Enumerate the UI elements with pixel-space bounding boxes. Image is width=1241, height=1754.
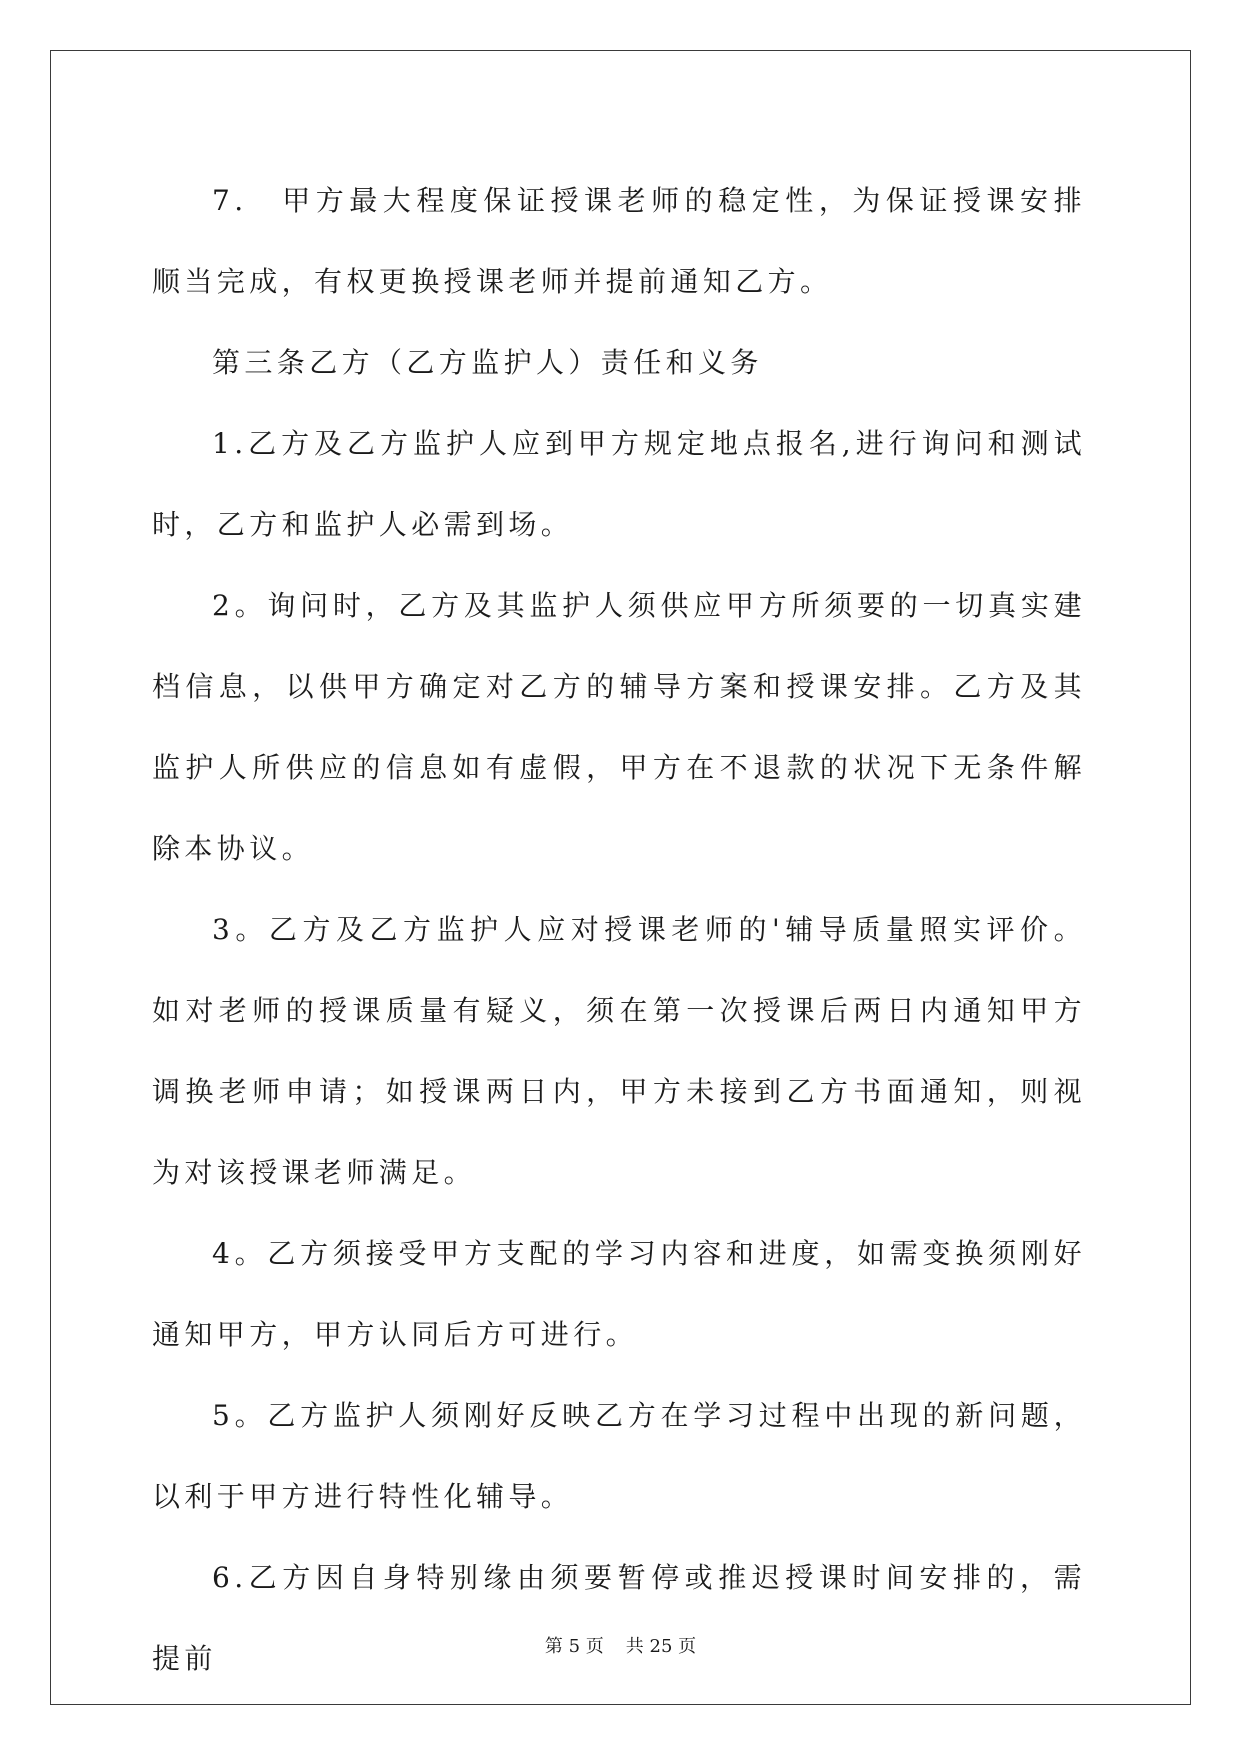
- paragraph-item-6: 6.乙方因自身特别缘由须要暂停或推迟授课时间安排的，需提前: [152, 1561, 1086, 1675]
- paragraph-clause-7: 7. 甲方最大程度保证授课老师的稳定性，为保证授课安排顺当完成，有权更换授课老师并提前通知乙方。: [152, 184, 1086, 298]
- page-number: 第 5 页: [544, 1636, 604, 1657]
- paragraph-item-4: 4。乙方须接受甲方支配的学习内容和进度，如需变换须刚好通知甲方，甲方认同后方可进行。: [152, 1237, 1086, 1351]
- page-footer: [0, 1632, 1241, 1658]
- paragraph-item-5: 5。乙方监护人须刚好反映乙方在学习过程中出现的新问题，以利于甲方进行特性化辅导。: [152, 1399, 1086, 1513]
- paragraph-item-3: 3。乙方及乙方监护人应对授课老师的'辅导质量照实评价。如对老师的授课质量有疑义，须在第一次授课后两日内通知甲方调换老师申请；如授课两日内，甲方未接到乙方书面通知，则视为对该授课老师满足。: [152, 913, 1086, 1189]
- section-heading-article-3: 第三条乙方（乙方监护人）责任和义务: [212, 346, 763, 379]
- paragraph-item-2: 2。询问时，乙方及其监护人须供应甲方所须要的一切真实建档信息，以供甲方确定对乙方的辅导方案和授课安排。乙方及其监护人所供应的信息如有虚假，甲方在不退款的状况下无条件解除本协议。: [152, 589, 1086, 865]
- paragraph-item-1: 1.乙方及乙方监护人应到甲方规定地点报名,进行询问和测试时，乙方和监护人必需到场。: [152, 427, 1086, 541]
- document-body: [152, 160, 1086, 1699]
- page-total: 共 25 页: [625, 1636, 697, 1657]
